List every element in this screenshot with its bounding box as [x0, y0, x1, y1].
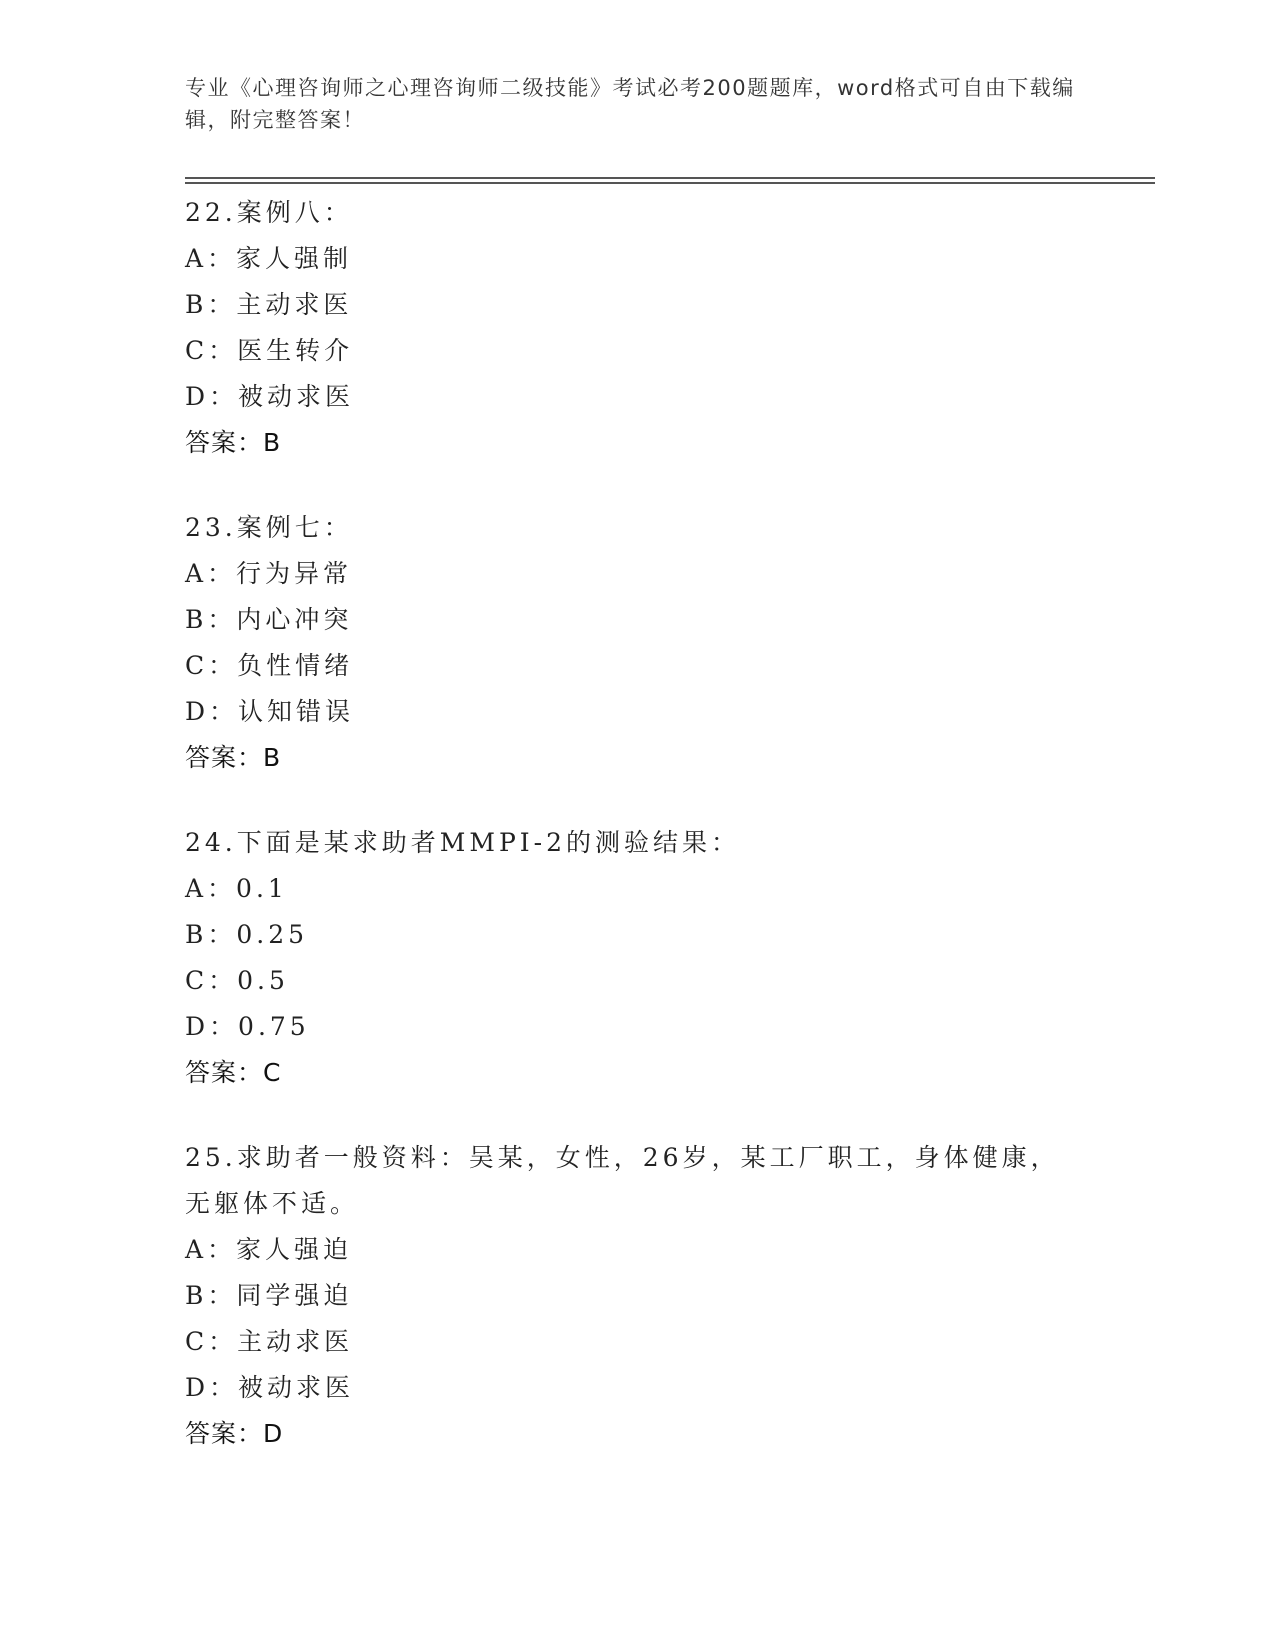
- option-c: C：主动求医: [185, 1327, 354, 1356]
- answer-label: 答案：B: [185, 428, 282, 457]
- option-d: D：0.75: [185, 1012, 310, 1041]
- option-a: A：家人强迫: [185, 1235, 353, 1264]
- option-c: C：负性情绪: [185, 651, 354, 680]
- question-25: [185, 1135, 1085, 1457]
- document-header: 专业《心理咨询师之心理咨询师二级技能》考试必考200题题库，word格式可自由下载编辑，附完整答案！: [185, 76, 1075, 132]
- option-b: B：0.25: [185, 920, 309, 949]
- option-b: B：内心冲突: [185, 605, 353, 634]
- option-d: D：被动求医: [185, 1373, 355, 1402]
- question-stem: 23.案例七：: [185, 513, 353, 542]
- option-a: A：0.1: [185, 874, 288, 903]
- question-list: [185, 190, 1085, 1496]
- question-22: [185, 190, 1085, 466]
- header-divider-top: [185, 177, 1155, 179]
- question-stem: 22.案例八：: [185, 198, 353, 227]
- answer-label: 答案：C: [185, 1058, 282, 1087]
- question-stem: 24.下面是某求助者MMPI-2的测验结果：: [185, 828, 741, 857]
- question-stem: 25.求助者一般资料：吴某，女性，26岁，某工厂职工，身体健康，无躯体不适。: [185, 1143, 1060, 1218]
- option-c: C：医生转介: [185, 336, 354, 365]
- option-d: D：认知错误: [185, 697, 355, 726]
- option-c: C：0.5: [185, 966, 289, 995]
- answer-label: 答案：B: [185, 743, 282, 772]
- header-divider-bottom: [185, 182, 1155, 184]
- answer-label: 答案：D: [185, 1419, 284, 1448]
- option-b: B：同学强迫: [185, 1281, 353, 1310]
- question-23: [185, 505, 1085, 781]
- question-24: [185, 820, 1085, 1096]
- option-b: B：主动求医: [185, 290, 353, 319]
- option-a: A：家人强制: [185, 244, 353, 273]
- option-a: A：行为异常: [185, 559, 353, 588]
- option-d: D：被动求医: [185, 382, 355, 411]
